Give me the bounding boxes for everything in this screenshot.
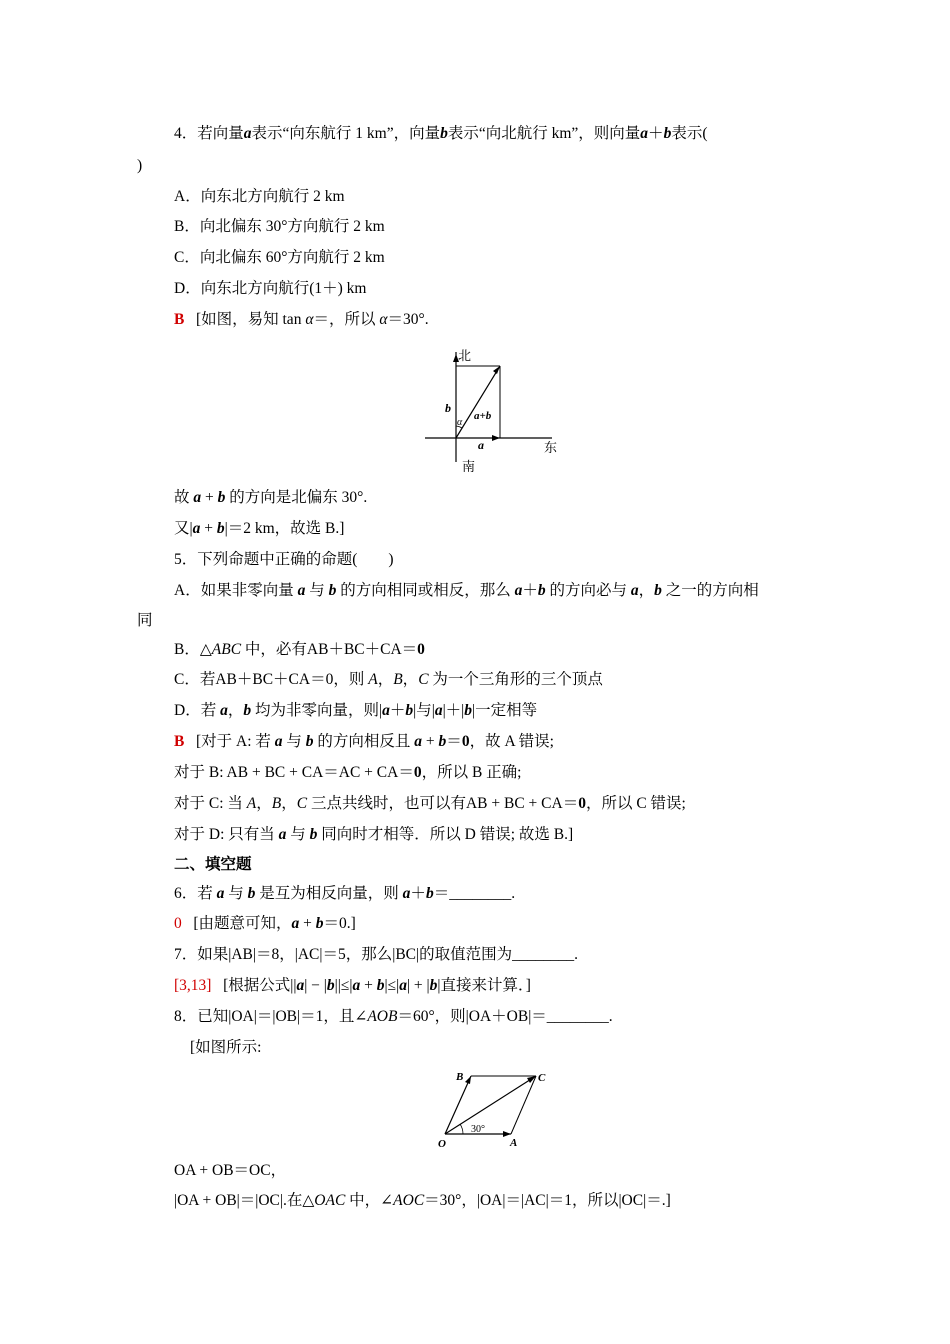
q8-solution-2: |OA + OB|＝|OC|.在△OAC 中，∠AOC＝30°，|OA|＝|AC|＝1，所以|OC|＝.] — [174, 1192, 671, 1209]
point-c-label: C — [538, 1072, 546, 1084]
q5-option-a-line1: A．如果非零向量 a 与 b 的方向相同或相反，那么 a＋b 的方向必与 a，b 之一的方向相 — [174, 582, 759, 599]
q5-option-c: C．若AB＋BC＋CA＝0，则 A，B，C 为一个三角形的三个顶点 — [174, 671, 603, 688]
q5-stem: 5．下列命题中正确的命题( ) — [174, 551, 394, 568]
q6-answer: 0 [由题意可知，a + b＝0.] — [174, 915, 356, 932]
answer-value: 0 — [174, 915, 182, 932]
south-label: 南 — [462, 459, 476, 474]
q5-answer-4: 对于 D: 只有当 a 与 b 同向时才相等．所以 D 错误; 故选 B.] — [174, 826, 574, 843]
q5-option-d: D．若 a，b 均为非零向量，则|a＋b|与|a|＋|b|一定相等 — [174, 702, 538, 719]
compass-vector-figure — [420, 342, 570, 477]
q5-answer-1: B [对于 A: 若 a 与 b 的方向相反且 a + b＝0，故 A 错误; — [174, 733, 554, 750]
north-label: 北 — [458, 348, 472, 363]
vector-b-label: b — [445, 401, 451, 415]
q4-conclusion-1: 故 a + b 的方向是北偏东 30°. — [174, 489, 368, 506]
q5-option-b: B．△ABC 中，必有AB＋BC＋CA＝0 — [174, 641, 425, 658]
vector-a-label: a — [478, 438, 484, 452]
q8-solution-1: OA + OB＝OC， — [174, 1162, 287, 1179]
q6-stem: 6．若 a 与 b 是互为相反向量，则 a＋b＝________. — [174, 885, 516, 902]
point-a-label: A — [510, 1137, 518, 1149]
vector-sum-label: a+b — [474, 410, 492, 422]
q4-stem-line1: 4．若向量a表示“向东航行 1 km”，向量b表示“向北航行 km”，则向量a＋b表示( — [174, 125, 708, 142]
answer-value: [3,13] — [174, 977, 212, 994]
q7-answer: [3,13] [根据公式||a| − |b||≤|a + b|≤|a| + |b|直接来计算．] — [174, 977, 531, 994]
answer-letter: B — [174, 311, 185, 328]
east-label: 东 — [544, 440, 558, 455]
answer-letter: B — [174, 733, 185, 750]
point-b-label: B — [456, 1071, 464, 1083]
q8-answer-intro: [如图所示: — [190, 1039, 262, 1056]
q4-answer: B [如图，易知 tan α＝，所以 α＝30°. — [174, 311, 429, 328]
q4-conclusion-2: 又|a + b|＝2 km，故选 B.] — [174, 520, 345, 537]
q5-answer-2: 对于 B: AB + BC + CA＝AC + CA＝0，所以 B 正确; — [174, 764, 522, 781]
q4-option-b: B．向北偏东 30°方向航行 2 km — [174, 218, 385, 235]
section-heading: 二、填空题 — [174, 856, 252, 873]
q5-answer-3: 对于 C: 当 A，B，C 三点共线时，也可以有AB + BC + CA＝0，所以 C 错误; — [174, 795, 686, 812]
q5-option-a-line2: 同 — [137, 612, 153, 629]
q4-option-a: A．向东北方向航行 2 km — [174, 188, 345, 205]
angle-label: 30° — [471, 1124, 485, 1135]
point-o-label: O — [438, 1138, 446, 1150]
q4-option-c: C．向北偏东 60°方向航行 2 km — [174, 249, 385, 266]
q7-stem: 7．如果|AB|＝8，|AC|＝5，那么|BC|的取值范围为________. — [174, 946, 578, 963]
alpha-label: α — [457, 417, 463, 428]
parallelogram-figure — [433, 1066, 563, 1156]
q8-stem: 8．已知|OA|＝|OB|＝1，且∠AOB＝60°，则|OA＋OB|＝________. — [174, 1008, 613, 1025]
q4-option-d: D．向东北方向航行(1＋) km — [174, 280, 367, 297]
q4-stem-line2: ) — [137, 157, 143, 174]
